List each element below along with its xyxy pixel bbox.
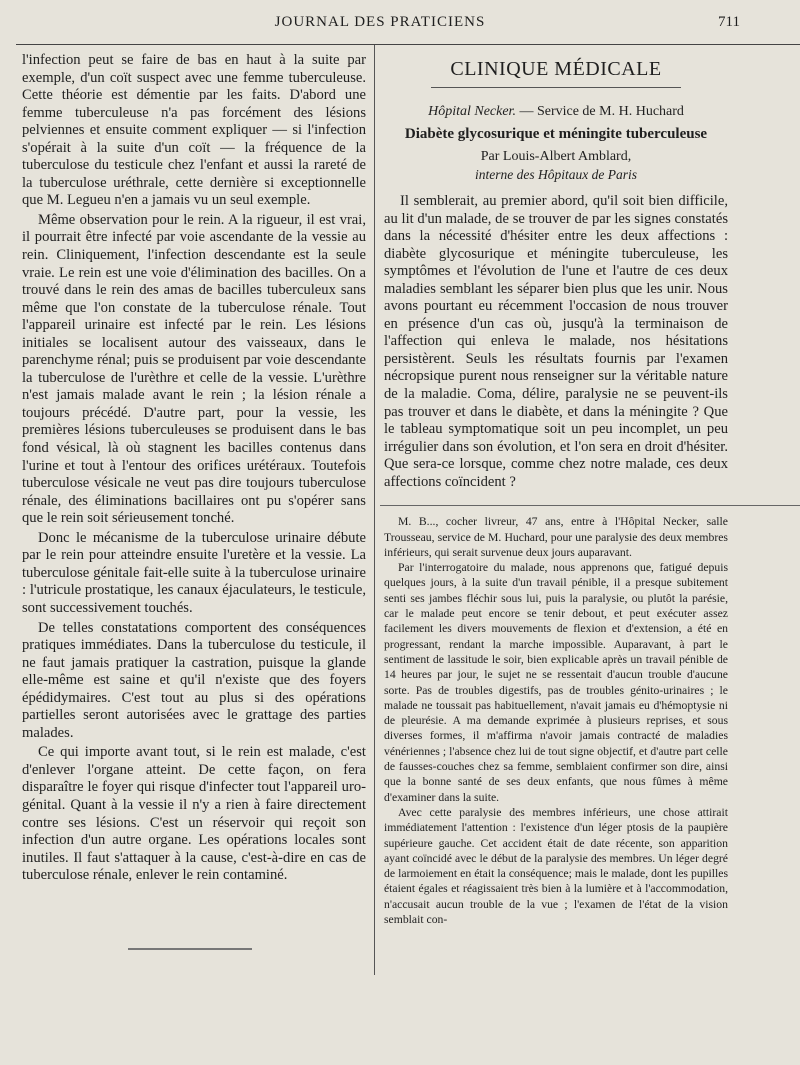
section-title: CLINIQUE MÉDICALE (450, 58, 662, 80)
case-paragraph: Avec cette paralysie des membres inférieurs, une chose attirait immédiatement l'attention : l'existence d'un léger ptosis de la paupière supérieure gauche. Cet accident était de date récente, son apparition ayant coïncidé avec le début de la paralysie des membres. Un léger degré de larmoiement en était la conséquence; mais le malade, dont les pupilles étaient égales et réagissaient très bien à la lumière et à l'accommodation, n'accusait aucun trouble de la vue ; l'examen de l'état de la vision semblait con- (384, 805, 728, 927)
column-divider (374, 45, 375, 975)
article-title: Diabète glycosurique et méningite tuberculeuse (404, 126, 708, 142)
case-report (384, 514, 728, 927)
intro-paragraph: Il semblerait, au premier abord, qu'il soit bien difficile, au lit d'un malade, de se trouver de par les signes constatés dans la nécessité d'hésiter entre les deux affections : diabète glycosurique et méningite tuberculeuse, les symptômes et l'évolution de l'une et l'autre de ces deux maladies semblant les séparer bien plus que les unir. Nous avons pourtant eu récemment l'occasion de nous trouver en présence d'un cas où, jusqu'à la terminaison de l'affection qui enleva le malade, nos hésitations persistèrent. Seuls les résultats fournis par l'examen nécropsique purent nous renseigner sur la véritable nature de la maladie. Coma, délire, paralysie ne se peuvent-ils pas trouver et dans le diabète, et dans la méningite ? Que le tableau symptomatique soit un peu incomplet, un peu irrégulier dans son évolution, et l'on sera en droit d'hésiter. Que sera-ce lorsque, comme chez notre malade, ces deux affections coïncident ? (384, 193, 728, 490)
service-name: — Service de M. H. Huchard (515, 104, 684, 119)
paragraph: Même observation pour le rein. A la rigueur, il est vrai, il pourrait être infecté par voie ascendante de la vessie au rein. Cliniquement, l'infection descendante est la seule vraie. Le rein est une voie d'élimination des bacilles. On a trouvé dans le rein des amas de bacilles tuberculeux sans même que l'on constate de la tuberculose rénale. Tout l'appareil urinaire est infecté par le rein. Les lésions initiales se localisent autour des vaisseaux, dans le parenchyme rénal; puis se produisent par voie descendante la tuberculose de l'urèthre et celle de la vessie. L'urèthre n'est jamais malade avant le rein ; la lésion rénale a toujours précédé. D'autre part, pour la vessie, les premières lésions tuberculeuses se produisent dans le bas fond vésical, là où stagnent les bacilles contenus dans l'urine et tout à l'entour des orifices urétéraux. Toutefois tuberculose vésicale ne veut pas dire toujours tuberculose rénale, des éliminations bacillaires ont pu s'opérer sans que le rein soit sérieusement tonché. (22, 211, 366, 527)
left-column (22, 52, 366, 885)
section-rule (431, 87, 681, 88)
case-separator (380, 505, 800, 506)
author-line: Par Louis-Albert Amblard, (480, 149, 632, 164)
paragraph: Ce qui importe avant tout, si le rein est malade, c'est d'enlever l'organe atteint. De cette façon, on fera disparaître le foyer qui risque d'infecter tout l'appareil uro-génital. Quant à la vessie il n'y a rien à faire directement contre ses lésions. C'est un réservoir qui reçoit son infection d'un autre organe. Les opérations locales sont inutiles. Il faut s'attaquer à la cause, c'est-à-dire en cas de tuberculose rénale, enlever le rein contaminé. (22, 744, 366, 884)
right-column (384, 50, 728, 927)
author-affiliation: interne des Hôpitaux de Paris (475, 167, 637, 182)
hospital-name: Hôpital Necker. (428, 104, 516, 119)
case-paragraph: Par l'interrogatoire du malade, nous apprenons que, fatigué depuis quelques jours, à la suite d'un travail pénible, il a presque subitement senti ses jambes fléchir sous lui, puis la paralysie, ou plutôt la parésie, car le malade peut encore se tenir debout, et peut exécuter assez facilement les divers mouvements de flexion et d'extension, a été en progressant, rendant la marche impossible. Auparavant, à part le sentiment de lassitude le soir, bien explicable après un travail pénible de 14 heures par jour, le sujet ne se ressentait d'aucun trouble d'aucune sorte. Pas de troubles digestifs, pas de troubles génito-urinaires ; le malade ne toussait pas habituellement, n'avait jamais eu d'hémoptysie ni de pleurésie. A ma demande exprimée à plusieurs reprises, et sous diverses formes, il m'affirma n'avoir jamais contracté de maladies vénériennes ; l'absence chez lui de tout signe objectif, et d'autre part celle de fausses-couches chez sa femme, semblaient confirmer son dire, ainsi que la bonne santé de ses deux enfants, que nous fûmes à même d'examiner dans la suite. (384, 561, 728, 804)
header-rule (16, 44, 800, 45)
end-ornament-rule (128, 948, 252, 950)
paragraph: Donc le mécanisme de la tuberculose urinaire débute par le rein pour atteindre ensuite l'uretère et la vessie. La tuberculose génitale fait-elle suite à la tuberculose urinaire : l'utricule prostatique, les canaux éjaculateurs, le testicule, sont successivement touchés. (22, 529, 366, 616)
page-number: 711 (718, 14, 740, 30)
journal-title: JOURNAL DES PRATICIENS (274, 14, 486, 30)
paragraph: De telles constatations comportent des conséquences pratiques immédiates. Dans la tuberculose du testicule, il ne faut jamais pratiquer la castration, puisque la glande elle-même est saine et qu'il n'existe que des foyers épédidymaires. C'est tout au plus si des opérations partielles seront autorisées avec le grattage des parties malades. (22, 619, 366, 741)
hospital-line (384, 104, 728, 120)
case-paragraph: M. B..., cocher livreur, 47 ans, entre à l'Hôpital Necker, salle Trousseau, service de M. Huchard, pour une paralysie des deux membres inférieurs, qui serait survenue deux jours auparavant. (384, 515, 728, 559)
paragraph: l'infection peut se faire de bas en haut à la suite par exemple, d'un coït suspect avec une femme tuberculeuse. Cette théorie est démentie par les faits. D'abord une femme tuberculeuse n'a pas forcément des lésions pelviennes et ensuite comment expliquer — si l'infection s'opérait à la suite d'un coït — la fréquence de la tuberculose du testicule chez l'enfant et aussi la rareté de la tuberculose uréthrale, cette dernière si exceptionnelle que M. Legueu n'en a jamais vu un seul exemple. (22, 52, 366, 209)
running-header (0, 8, 800, 34)
